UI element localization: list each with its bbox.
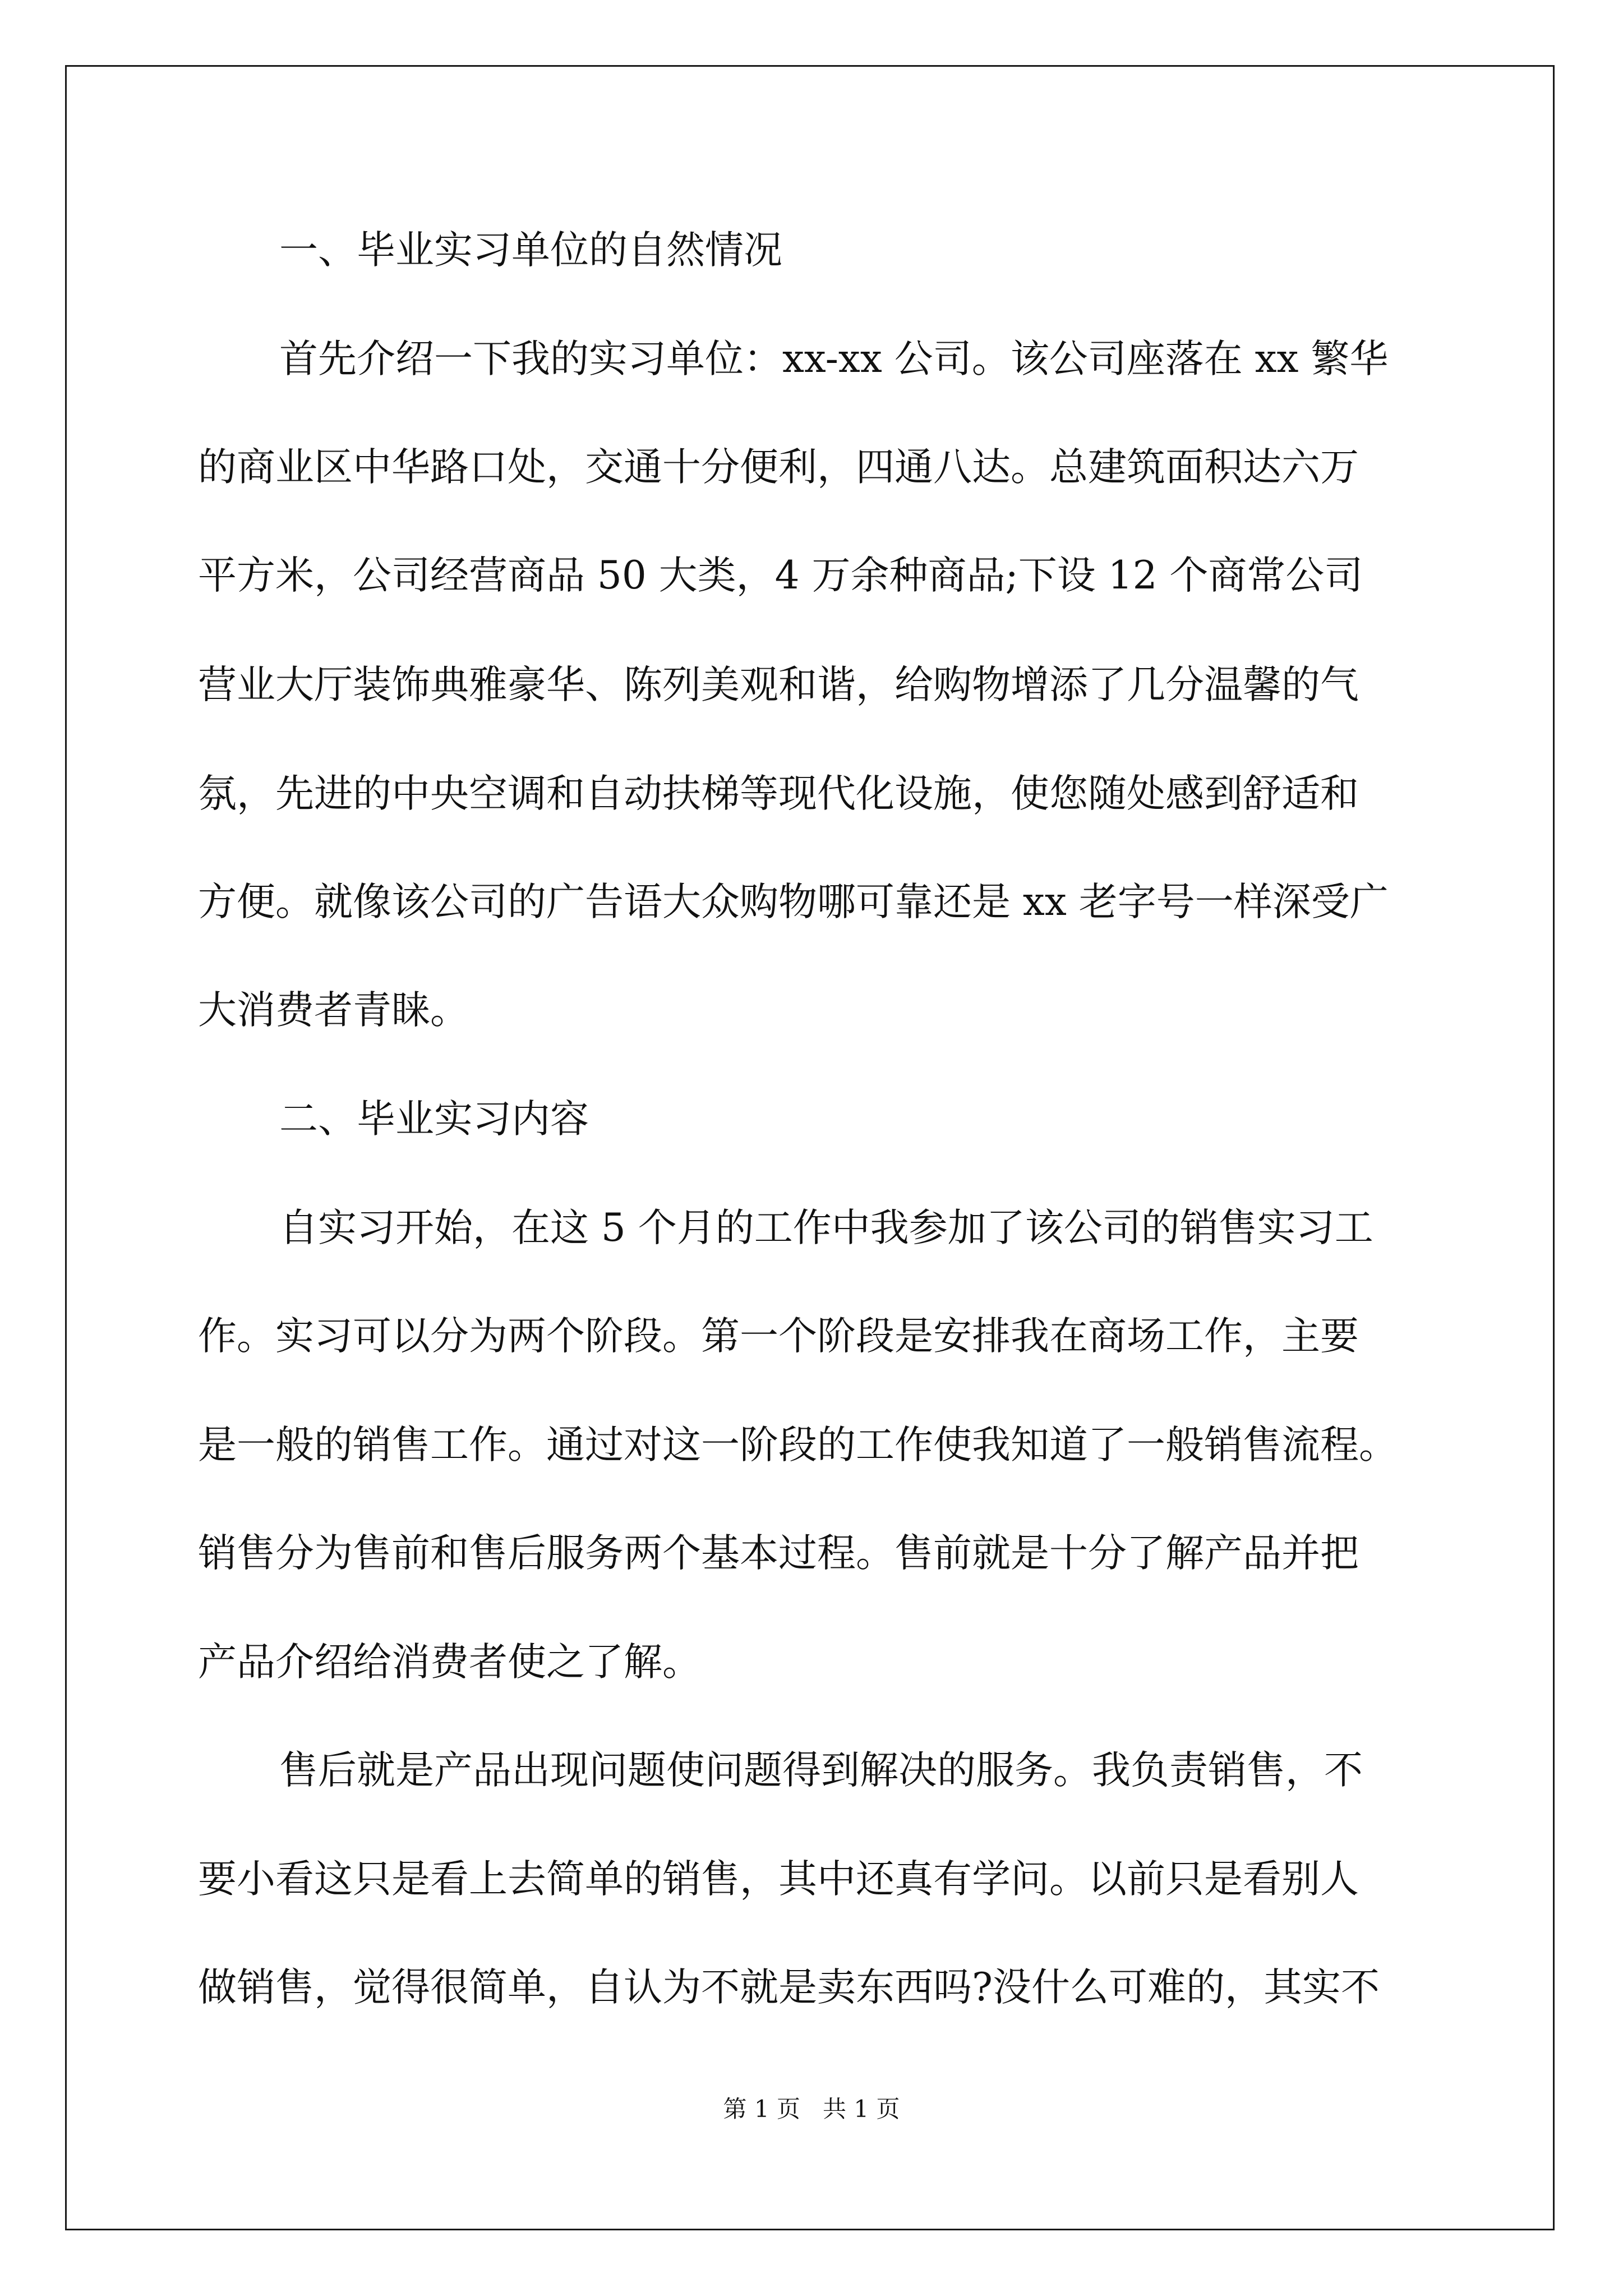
paragraph-line: 首先介绍一下我的实习单位：xx-xx 公司。该公司座落在 xx 繁华 <box>279 337 1389 381</box>
section-heading-2: 二、毕业实习内容 <box>279 1097 589 1142</box>
paragraph-line: 是一般的销售工作。通过对这一阶段的工作使我知道了一般销售流程。 <box>198 1423 1398 1467</box>
paragraph-line: 要小看这只是看上去简单的销售，其中还真有学问。以前只是看别人 <box>198 1857 1359 1902</box>
paragraph-line: 销售分为售前和售后服务两个基本过程。售前就是十分了解产品并把 <box>198 1531 1359 1576</box>
paragraph-line: 的商业区中华路口处，交通十分便利，四通八达。总建筑面积达六万 <box>198 445 1359 490</box>
page-footer: 第 1 页 共 1 页 <box>723 2095 900 2123</box>
paragraph-line: 做销售，觉得很简单，自认为不就是卖东西吗?没什么可难的，其实不 <box>198 1965 1380 2010</box>
section-heading-1: 一、毕业实习单位的自然情况 <box>279 228 782 273</box>
paragraph-line: 方便。就像该公司的广告语大众购物哪可靠还是 xx 老字号一样深受广 <box>198 880 1389 924</box>
paragraph-line: 营业大厅装饰典雅豪华、陈列美观和谐，给购物增添了几分温馨的气 <box>198 662 1359 707</box>
paragraph-line: 平方米，公司经营商品 50 大类，4 万余种商品;下设 12 个商常公司 <box>198 553 1363 598</box>
paragraph-line: 售后就是产品出现问题使问题得到解决的服务。我负责销售，不 <box>279 1748 1363 1793</box>
paragraph-line: 产品介绍给消费者使之了解。 <box>198 1640 701 1685</box>
paragraph-line: 自实习开始，在这 5 个月的工作中我参加了该公司的销售实习工 <box>279 1205 1373 1250</box>
paragraph-line: 作。实习可以分为两个阶段。第一个阶段是安排我在商场工作，主要 <box>198 1314 1359 1359</box>
paragraph-line: 氛，先进的中央空调和自动扶梯等现代化设施，使您随处感到舒适和 <box>198 771 1359 816</box>
page-border <box>65 65 1555 2230</box>
paragraph-line: 大消费者青睐。 <box>198 988 469 1033</box>
